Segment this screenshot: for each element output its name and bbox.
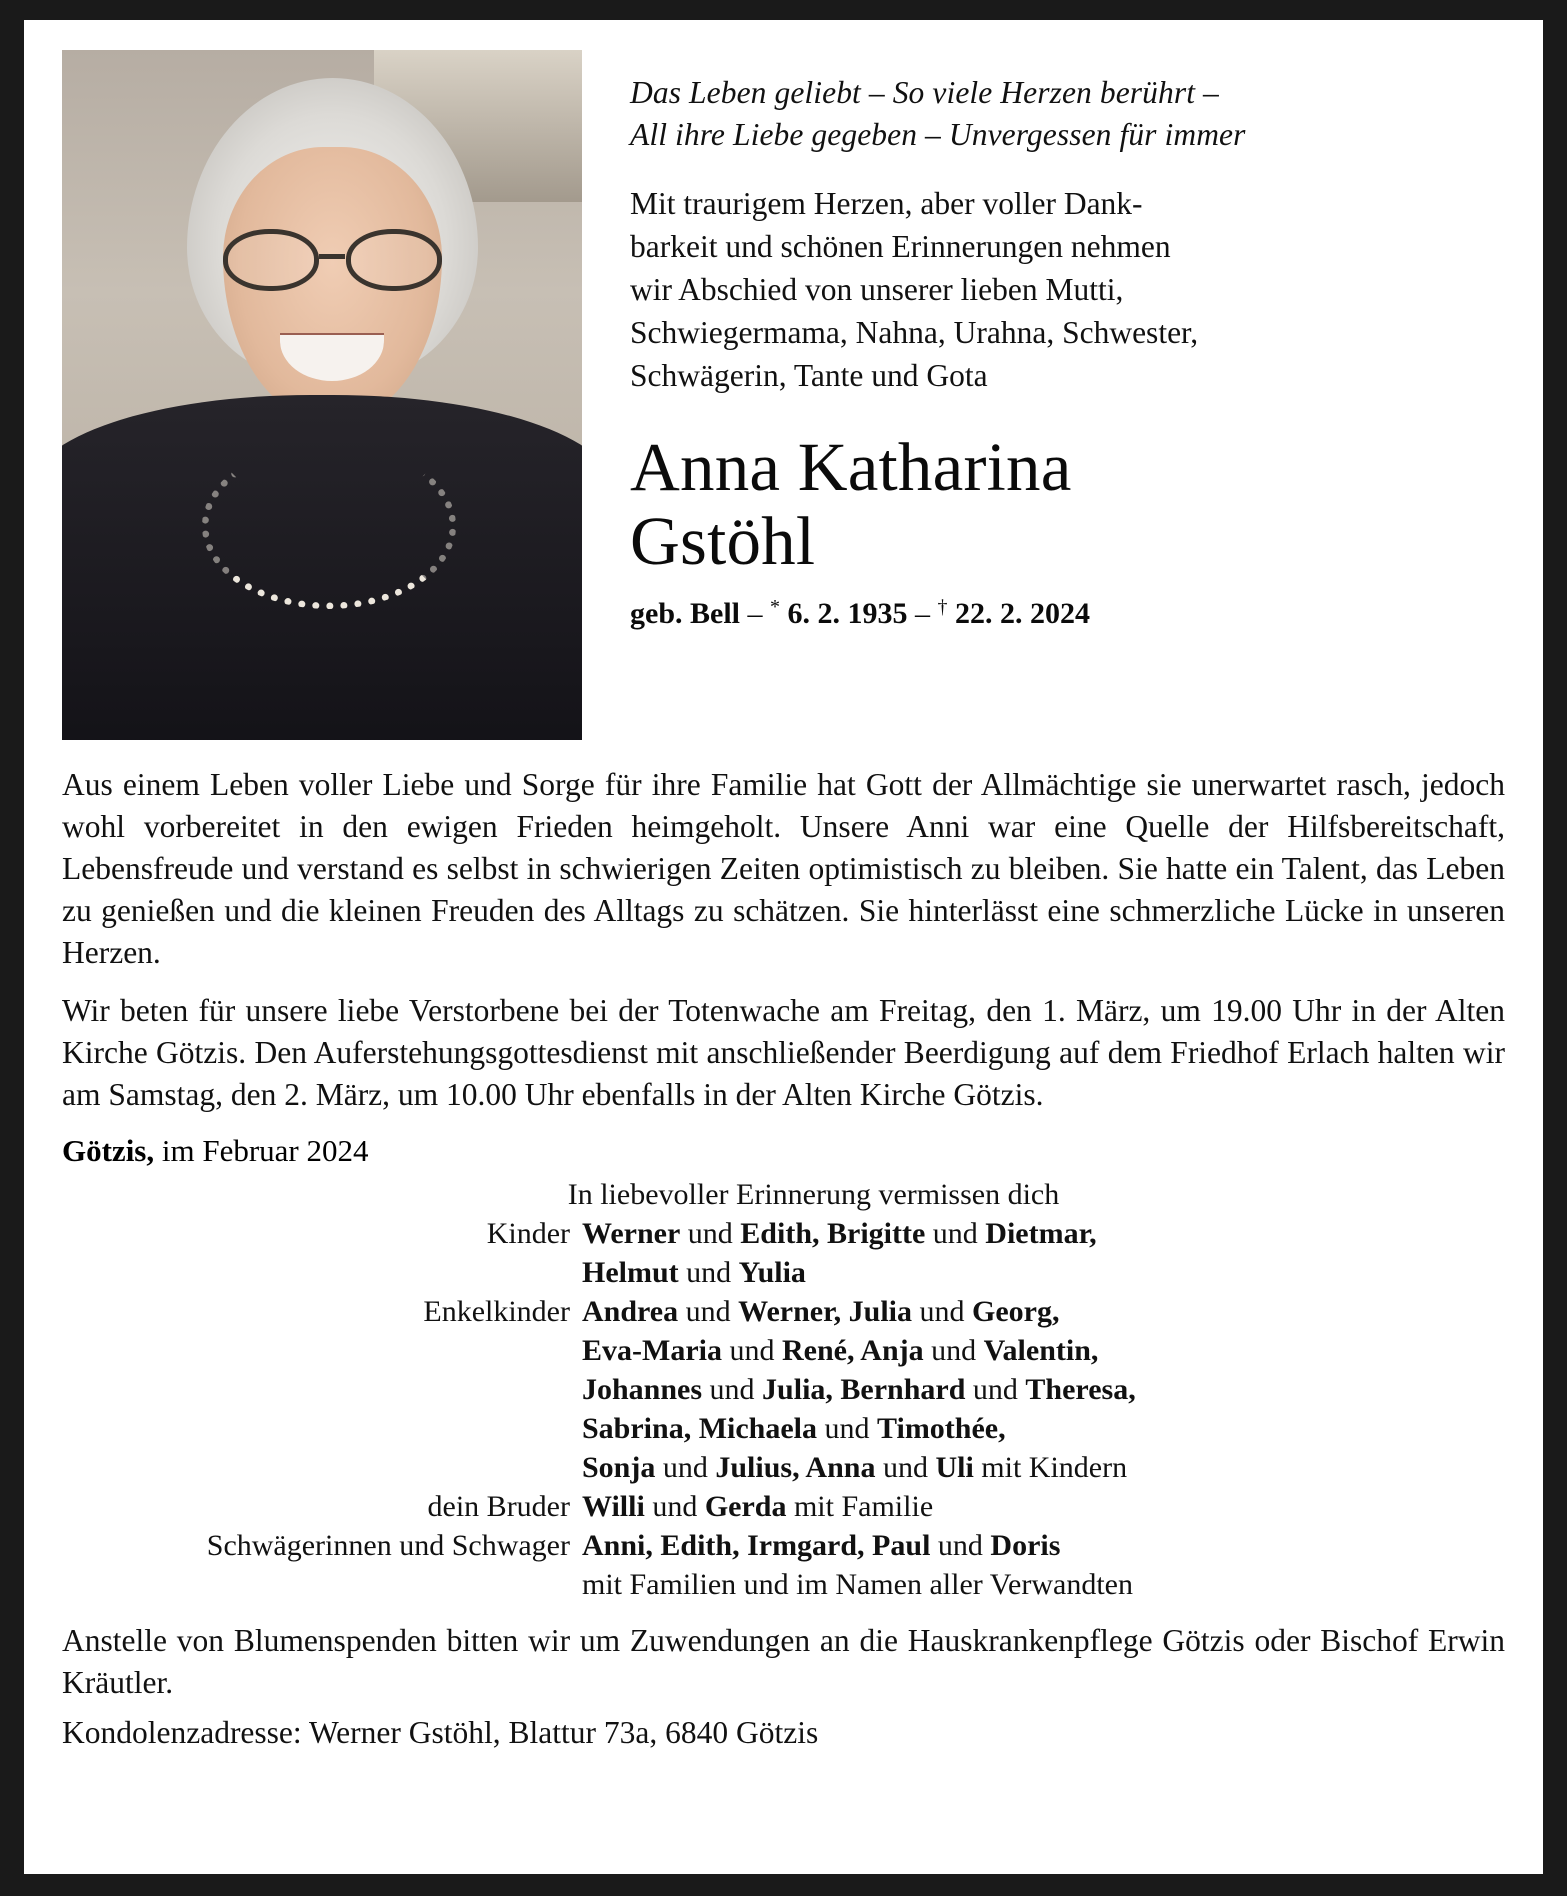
family-row-label: Schwägerinnen und Schwager bbox=[206, 1529, 570, 1563]
family-heading: In liebevoller Erinnerung vermissen dich bbox=[567, 1178, 1060, 1212]
place-and-date bbox=[62, 1133, 1505, 1169]
death-date: 22. 2. 2024 bbox=[955, 596, 1090, 630]
family-row-names: Anni, Edith, Irmgard, Paul und Doris mit Familien und im Namen aller Verwandten bbox=[582, 1529, 1133, 1602]
birth-symbol: * bbox=[770, 595, 780, 618]
portrait-glasses bbox=[223, 229, 441, 291]
death-symbol: † bbox=[937, 595, 948, 618]
family-row-names: Andrea und Werner, Julia und Georg, Eva-Maria und René, Anja und Valentin, Johannes und Julia, Bernhard und Theresa, Sabrina, Michaela und Timothée, Sonja und Julius, Anna und Uli mit Kindern bbox=[582, 1295, 1136, 1485]
deceased-first-names: Anna Katharina bbox=[630, 429, 1072, 506]
intro-line-3: wir Abschied von unserer lieben Mutti, bbox=[630, 272, 1124, 308]
epitaph-line-2: All ihre Liebe gegeben – Unvergessen für immer bbox=[630, 116, 1246, 152]
family-list bbox=[62, 1175, 1505, 1604]
deceased-surname: Gstöhl bbox=[630, 502, 816, 579]
family-row bbox=[62, 1214, 1505, 1292]
family-row bbox=[62, 1292, 1505, 1487]
glasses-lens-left bbox=[223, 229, 319, 291]
obituary-card bbox=[24, 20, 1543, 1874]
intro-line-5: Schwägerin, Tante und Gota bbox=[630, 358, 988, 394]
memorial-paragraph-1: Aus einem Leben voller Liebe und Sorge für ihre Familie hat Gott der Allmächtige sie unerwartet rasch, jedoch wohl vorbereitet in den ewigen Frieden heimgeholt. Unsere Anni war eine Quelle der Hilfsbereitschaft, Lebensfreude und verstand es selbst in schwierigen Zeiten optimistisch zu bleiben. Sie hatte ein Talent, das Leben zu genießen und die kleinen Freuden des Alltags zu schätzen. Sie hinterlässt eine schmerzliche Lücke in unseren Herzen. bbox=[62, 767, 1505, 970]
family-row-label: Enkelkinder bbox=[423, 1295, 570, 1329]
deceased-dates bbox=[630, 596, 1505, 631]
intro-text bbox=[630, 182, 1505, 398]
intro-line-2: barkeit und schönen Erinnerungen nehmen bbox=[630, 228, 1171, 264]
birth-date: 6. 2. 1935 bbox=[787, 596, 908, 630]
condolence-address: Kondolenzadresse: Werner Gstöhl, Blattur 73a, 6840 Götzis bbox=[62, 1714, 819, 1750]
portrait-pearl-necklace bbox=[202, 443, 455, 609]
dates-dash-1: – bbox=[747, 596, 763, 630]
memorial-paragraph-2: Wir beten für unsere liebe Verstorbene bei der Totenwache am Freitag, den 1. März, um 19.00 Uhr in der Alten Kirche Götzis. Den Auferstehungsgottesdienst mit anschließender Beerdigung auf dem Friedhof Erlach halten wir am Samstag, den 2. März, um 10.00 Uhr ebenfalls in der Alten Kirche Götzis. bbox=[62, 993, 1505, 1113]
family-row bbox=[62, 1487, 1505, 1526]
intro-line-4: Schwiegermama, Nahna, Urahna, Schwester, bbox=[630, 315, 1199, 351]
header-section bbox=[62, 50, 1505, 740]
portrait-photo bbox=[62, 50, 582, 740]
family-row-names: Willi und Gerda mit Familie bbox=[582, 1490, 934, 1524]
glasses-lens-right bbox=[346, 229, 442, 291]
family-row-names: Werner und Edith, Brigitte und Dietmar, Helmut und Yulia bbox=[582, 1217, 1097, 1290]
footer-notes bbox=[62, 1620, 1505, 1754]
memorial-text bbox=[62, 764, 1505, 1116]
header-text bbox=[582, 50, 1505, 631]
family-row bbox=[62, 1526, 1505, 1604]
donation-note: Anstelle von Blumenspenden bitten wir um Zuwendungen an die Hauskrankenpflege Götzis oder Bischof Erwin Kräutler. bbox=[62, 1623, 1505, 1701]
maiden-name: geb. Bell bbox=[630, 596, 740, 630]
deceased-name bbox=[630, 431, 1505, 577]
intro-line-1: Mit traurigem Herzen, aber voller Dank- bbox=[630, 185, 1143, 221]
glasses-bridge bbox=[319, 254, 345, 259]
dates-dash-2: – bbox=[915, 596, 930, 630]
family-rows bbox=[62, 1214, 1505, 1604]
place-date: im Februar 2024 bbox=[161, 1133, 369, 1169]
epitaph-line-1: Das Leben geliebt – So viele Herzen berührt – bbox=[630, 75, 1219, 110]
family-row-label: Kinder bbox=[486, 1217, 570, 1251]
family-row-label: dein Bruder bbox=[427, 1490, 570, 1524]
portrait-illustration bbox=[62, 50, 582, 740]
place-name: Götzis, bbox=[62, 1133, 155, 1169]
epitaph bbox=[630, 72, 1505, 156]
